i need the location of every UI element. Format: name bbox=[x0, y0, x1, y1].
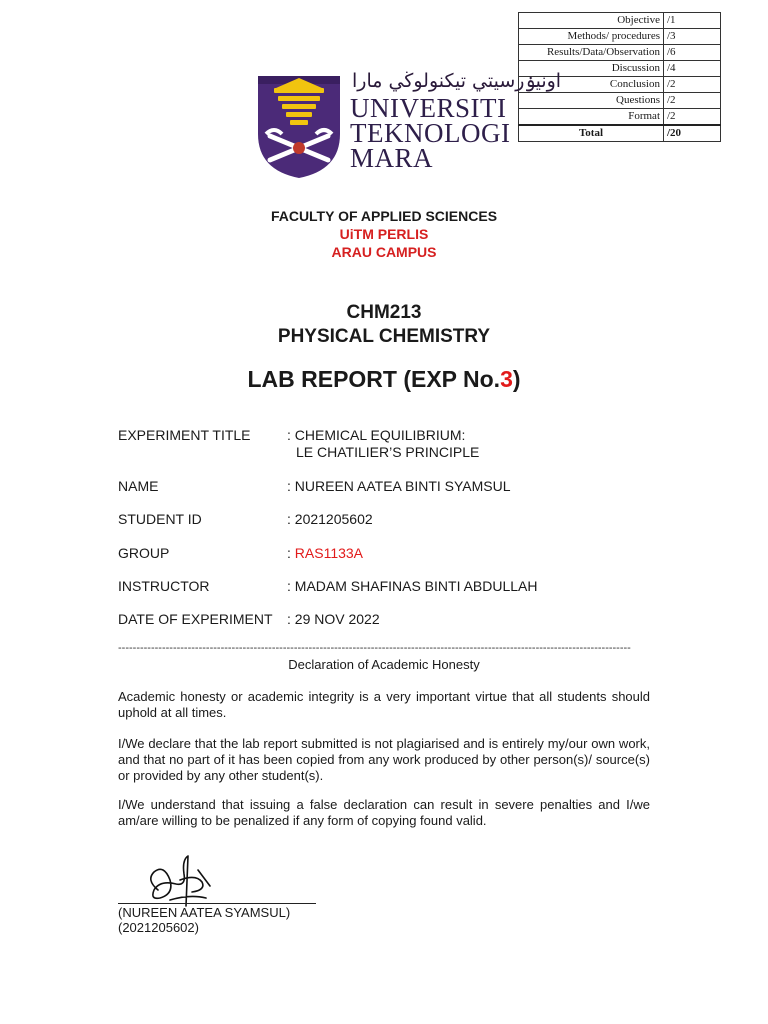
marks-row bbox=[519, 45, 721, 61]
course-name: PHYSICAL CHEMISTRY bbox=[277, 326, 491, 347]
instructor-label: INSTRUCTOR bbox=[118, 578, 210, 594]
marks-row bbox=[519, 29, 721, 45]
marks-row bbox=[519, 13, 721, 29]
marks-criterion: Questions bbox=[519, 93, 664, 109]
instructor-value: : MADAM SHAFINAS BINTI ABDULLAH bbox=[287, 578, 538, 594]
signature-line bbox=[118, 903, 316, 904]
declaration-paragraph-1: Academic honesty or academic integrity is a very important virtue that all students should uphold at all times. bbox=[118, 689, 650, 720]
marks-criterion: Format bbox=[519, 109, 664, 126]
signatory-name: (NUREEN AATEA SYAMSUL) bbox=[118, 905, 291, 920]
marks-score: /2 bbox=[664, 93, 721, 109]
course-code: CHM213 bbox=[346, 302, 422, 323]
experiment-number: 3 bbox=[500, 366, 513, 392]
report-title bbox=[0, 366, 768, 393]
logo-line-1: UNIVERSITI bbox=[350, 93, 507, 123]
marks-total-row bbox=[519, 125, 721, 142]
logo-line-3: MARA bbox=[350, 143, 434, 173]
student-id-value: : 2021205602 bbox=[287, 511, 373, 527]
experiment-title-value-2: LE CHATILIER’S PRINCIPLE bbox=[296, 444, 480, 460]
marks-criterion: Conclusion bbox=[519, 77, 664, 93]
experiment-title-label: EXPERIMENT TITLE bbox=[118, 427, 251, 443]
marks-total-score: /20 bbox=[664, 125, 721, 142]
group-colon: : bbox=[287, 545, 295, 561]
marks-row bbox=[519, 93, 721, 109]
logo-line-2: TEKNOLOGI bbox=[350, 118, 511, 148]
name-value: : NUREEN AATEA BINTI SYAMSUL bbox=[287, 478, 511, 494]
declaration-paragraph-3: I/We understand that issuing a false declaration can result in severe penalties and I/we am/are willing to be penalized if any form of copying found valid. bbox=[118, 797, 650, 828]
date-value: : 29 NOV 2022 bbox=[287, 611, 380, 627]
marks-criterion: Methods/ procedures bbox=[519, 29, 664, 45]
marks-criterion: Objective bbox=[519, 13, 664, 29]
declaration-title: Declaration of Academic Honesty bbox=[288, 657, 480, 672]
uitm-shield-logo bbox=[256, 74, 342, 180]
name-label: NAME bbox=[118, 478, 159, 494]
logo-arabic-text: اونيۏرسيتي تيكنولوڬي مارا bbox=[352, 70, 562, 92]
signatory-id: (2021205602) bbox=[118, 920, 199, 935]
marks-score: /4 bbox=[664, 61, 721, 77]
marks-score: /2 bbox=[664, 77, 721, 93]
group-label: GROUP bbox=[118, 545, 170, 561]
group-value-wrap bbox=[287, 545, 363, 562]
experiment-title-value-1: : CHEMICAL EQUILIBRIUM: bbox=[287, 427, 466, 443]
marks-total-label: Total bbox=[519, 125, 664, 142]
marks-score: /2 bbox=[664, 109, 721, 126]
marks-score: /6 bbox=[664, 45, 721, 61]
marks-row bbox=[519, 109, 721, 126]
marks-score: /1 bbox=[664, 13, 721, 29]
faculty-name: FACULTY OF APPLIED SCIENCES bbox=[270, 208, 498, 224]
report-title-prefix: LAB REPORT (EXP No. bbox=[247, 366, 501, 392]
student-id-label: STUDENT ID bbox=[118, 511, 202, 527]
marks-criterion: Results/Data/Observation bbox=[519, 45, 664, 61]
campus-line-1: UiTM PERLIS bbox=[339, 226, 429, 242]
group-value: RAS1133A bbox=[294, 545, 364, 561]
date-label: DATE OF EXPERIMENT bbox=[118, 611, 273, 627]
marks-criterion: Discussion bbox=[519, 61, 664, 77]
logo-wordmark bbox=[350, 93, 511, 173]
separator-line: -------------------------------------------------------------------------------------------------------------------------------------------- bbox=[118, 642, 631, 654]
marks-score: /3 bbox=[664, 29, 721, 45]
report-title-suffix: ) bbox=[512, 366, 521, 392]
declaration-paragraph-2: I/We declare that the lab report submitted is not plagiarised and is entirely my/our own work, and that no part of it has been copied from any work produced by other person(s)/ source(s) or provided by any other student(s). bbox=[118, 736, 650, 783]
campus-line-2: ARAU CAMPUS bbox=[331, 244, 437, 260]
